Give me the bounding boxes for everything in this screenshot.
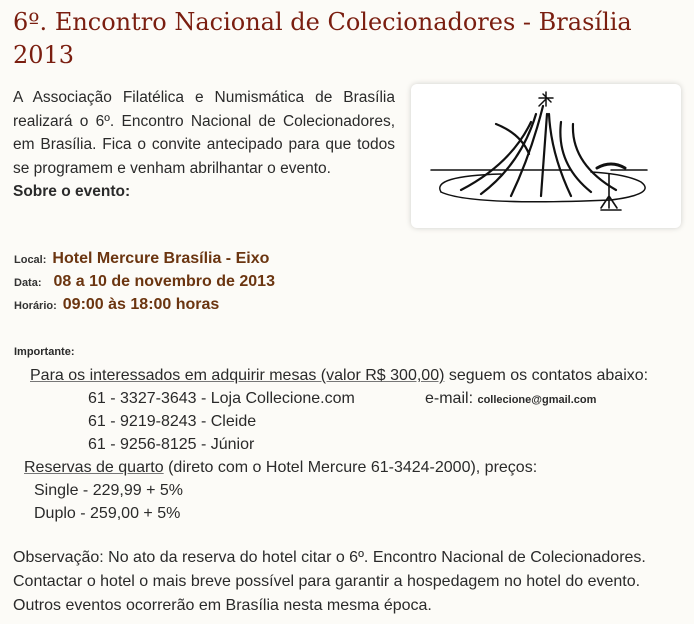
cathedral-illustration <box>411 84 681 228</box>
event-date <box>14 273 275 291</box>
contact-item: 61 - 9256-8125 - Júnior <box>88 436 255 453</box>
time-value: 09:00 às 18:00 horas <box>62 296 220 313</box>
tables-info <box>30 367 648 385</box>
email-link[interactable]: collecione@gmail.com <box>477 394 597 406</box>
reservations-link[interactable]: Reservas de quarto <box>24 459 164 476</box>
intro-text: A Associação Filatélica e Numismática de Brasília realizará o 6º. Encontro Nacional de Colecionadores, em Brasília. Fica o convite antecipado para que todos se programem e venham abrilhantar o evento. <box>13 89 395 177</box>
date-label: Data: <box>14 277 42 289</box>
location-value: Hotel Mercure Brasília - Eixo <box>52 250 270 267</box>
contact-item: 61 - 3327-3643 - Loja Collecione.com <box>88 390 355 407</box>
date-value: 08 a 10 de novembro de 2013 <box>53 273 275 290</box>
important-label: Importante: <box>14 346 75 358</box>
time-label: Horário: <box>14 300 57 312</box>
tables-rest: seguem os contatos abaixo: <box>444 367 649 384</box>
intro-paragraph <box>13 86 395 204</box>
email-label: e-mail: <box>425 390 474 407</box>
observation-line: Outros eventos ocorrerão em Brasília nesta mesma época. <box>13 597 432 614</box>
price-single: Single - 229,99 + 5% <box>34 482 183 499</box>
price-double: Duplo - 259,00 + 5% <box>34 505 181 522</box>
location-label: Local: <box>14 254 47 266</box>
observation-line: Observação: No ato da reserva do hotel citar o 6º. Encontro Nacional de Colecionadores. <box>13 549 646 566</box>
event-time <box>14 296 219 314</box>
about-heading: Sobre o evento: <box>13 183 131 200</box>
email-line <box>425 390 596 408</box>
page-title: 6º. Encontro Nacional de Colecionadores - Brasília 2013 <box>13 8 632 69</box>
tables-link[interactable]: Para os interessados em adquirir mesas (valor R$ 300,00) <box>30 367 445 384</box>
contact-item: 61 - 9219-8243 - Cleide <box>88 413 257 430</box>
room-reservation-info <box>24 459 537 477</box>
reservations-rest: (direto com o Hotel Mercure 61-3424-2000), preços: <box>163 459 538 476</box>
event-location <box>14 250 269 268</box>
observation-line: Contactar o hotel o mais breve possível para garantir a hospedagem no hotel do evento. <box>13 573 641 590</box>
